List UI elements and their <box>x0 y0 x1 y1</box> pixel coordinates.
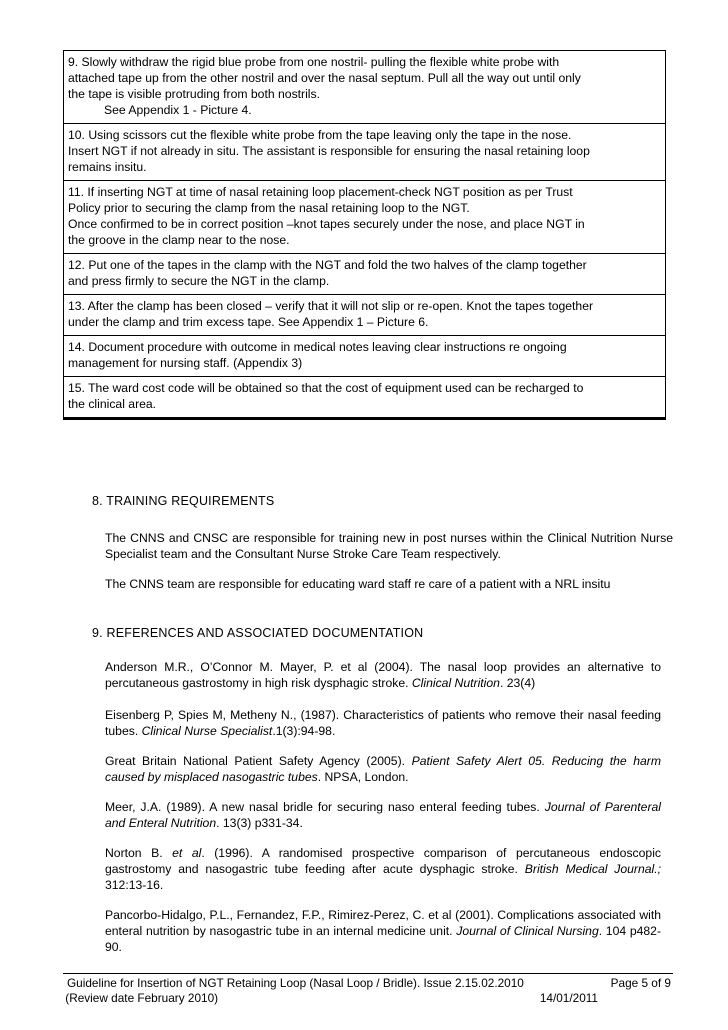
step-line: Once confirmed to be in correct position –knot tapes securely under the nose, and place NGT in <box>68 217 585 231</box>
step-line: attached tape up from the other nostril and over the nasal septum. Pull all the way out until only <box>68 71 581 85</box>
step-13 <box>64 295 665 336</box>
footer-page-number: Page 5 of 9 <box>610 976 671 990</box>
step-line: the tape is visible protruding from both nostrils. <box>68 87 320 101</box>
step-line: Insert NGT if not already in situ. The assistant is responsible for ensuring the nasal retaining loop <box>68 144 590 158</box>
footer-review-date: (Review date February 2010) <box>62 991 219 1005</box>
step-14 <box>64 336 665 377</box>
step-line: and press firmly to secure the NGT in the clamp. <box>68 274 330 288</box>
reference-item: Norton B. et al. (1996). A randomised prospective comparison of percutaneous endoscopic gastrostomy and nasogastric tube feeding after acute dysphagic stroke. British Medical Journal.; 312:13-16. <box>105 846 662 892</box>
step-9 <box>64 51 665 124</box>
step-line: the clinical area. <box>68 397 157 411</box>
footer-print-date: 14/01/2011 <box>539 991 598 1005</box>
reference-item: Meer, J.A. (1989). A new nasal bridle for securing naso enteral feeding tubes. Journal of Parenteral and Enteral Nutrition. 13(3) p331-34. <box>105 800 661 830</box>
procedure-steps-table <box>63 50 666 420</box>
step-line: under the clamp and trim excess tape. See Appendix 1 – Picture 6. <box>68 315 429 329</box>
step-15 <box>64 377 665 417</box>
reference-item: Anderson M.R., O’Connor M. Mayer, P. et al (2004). The nasal loop provides an alternative to percutaneous gastrostomy in high risk dysphagic stroke. Clinical Nutrition. 23(4) <box>105 660 661 690</box>
step-line: See Appendix 1 - Picture 4. <box>104 103 252 117</box>
footer-divider <box>63 973 673 974</box>
step-line: 15. The ward cost code will be obtained so that the cost of equipment used can be recharged to <box>68 381 584 395</box>
step-line: Policy prior to securing the clamp from the nasal retaining loop to the NGT. <box>68 201 470 215</box>
training-heading: 8. TRAINING REQUIREMENTS <box>92 494 275 508</box>
step-line: 9. Slowly withdraw the rigid blue probe from one nostril- pulling the flexible white probe with <box>68 55 560 69</box>
reference-item: Great Britain National Patient Safety Agency (2005). Patient Safety Alert 05. Reducing the harm caused by misplaced nasogastric tubes. NPSA, London. <box>105 754 662 784</box>
step-10 <box>64 124 665 181</box>
step-line: 11. If inserting NGT at time of nasal retaining loop placement-check NGT position as per Trust <box>68 185 573 199</box>
step-line: remains insitu. <box>68 160 147 174</box>
training-paragraph-1: The CNNS and CNSC are responsible for training new in post nurses within the Clinical Nutrition Nurse Specialist team and the Consultant Nurse Stroke Care Team respectively. <box>105 531 673 561</box>
step-12 <box>64 254 665 295</box>
footer-document-title: Guideline for Insertion of NGT Retaining Loop (Nasal Loop / Bridle). Issue 2.15.02.2010 <box>67 976 524 990</box>
step-line: management for nursing staff. (Appendix 3) <box>68 356 303 370</box>
reference-item: Pancorbo-Hidalgo, P.L., Fernandez, F.P., Rimirez-Perez, C. et al (2001). Complications associated with enteral nutrition by nasogastric tube in an internal medicine unit. Journal of Clinical Nursing. 104 p482-90. <box>105 908 661 954</box>
step-line: 12. Put one of the tapes in the clamp with the NGT and fold the two halves of the clamp together <box>68 258 587 272</box>
references-heading: 9. REFERENCES AND ASSOCIATED DOCUMENTATION <box>92 626 424 640</box>
step-line: the groove in the clamp near to the nose. <box>68 233 290 247</box>
step-line: 10. Using scissors cut the flexible white probe from the tape leaving only the tape in the nose. <box>68 128 572 142</box>
training-paragraph-2: The CNNS team are responsible for educating ward staff re care of a patient with a NRL insitu <box>105 577 611 591</box>
reference-item: Eisenberg P, Spies M, Metheny N., (1987). Characteristics of patients who remove their nasal feeding tubes. Clinical Nurse Specialist.1(3):94-98. <box>105 708 661 738</box>
step-line: 13. After the clamp has been closed – verify that it will not slip or re-open. Knot the tapes together <box>68 299 594 313</box>
step-11 <box>64 181 665 254</box>
step-line: 14. Document procedure with outcome in medical notes leaving clear instructions re ongoing <box>68 340 567 354</box>
